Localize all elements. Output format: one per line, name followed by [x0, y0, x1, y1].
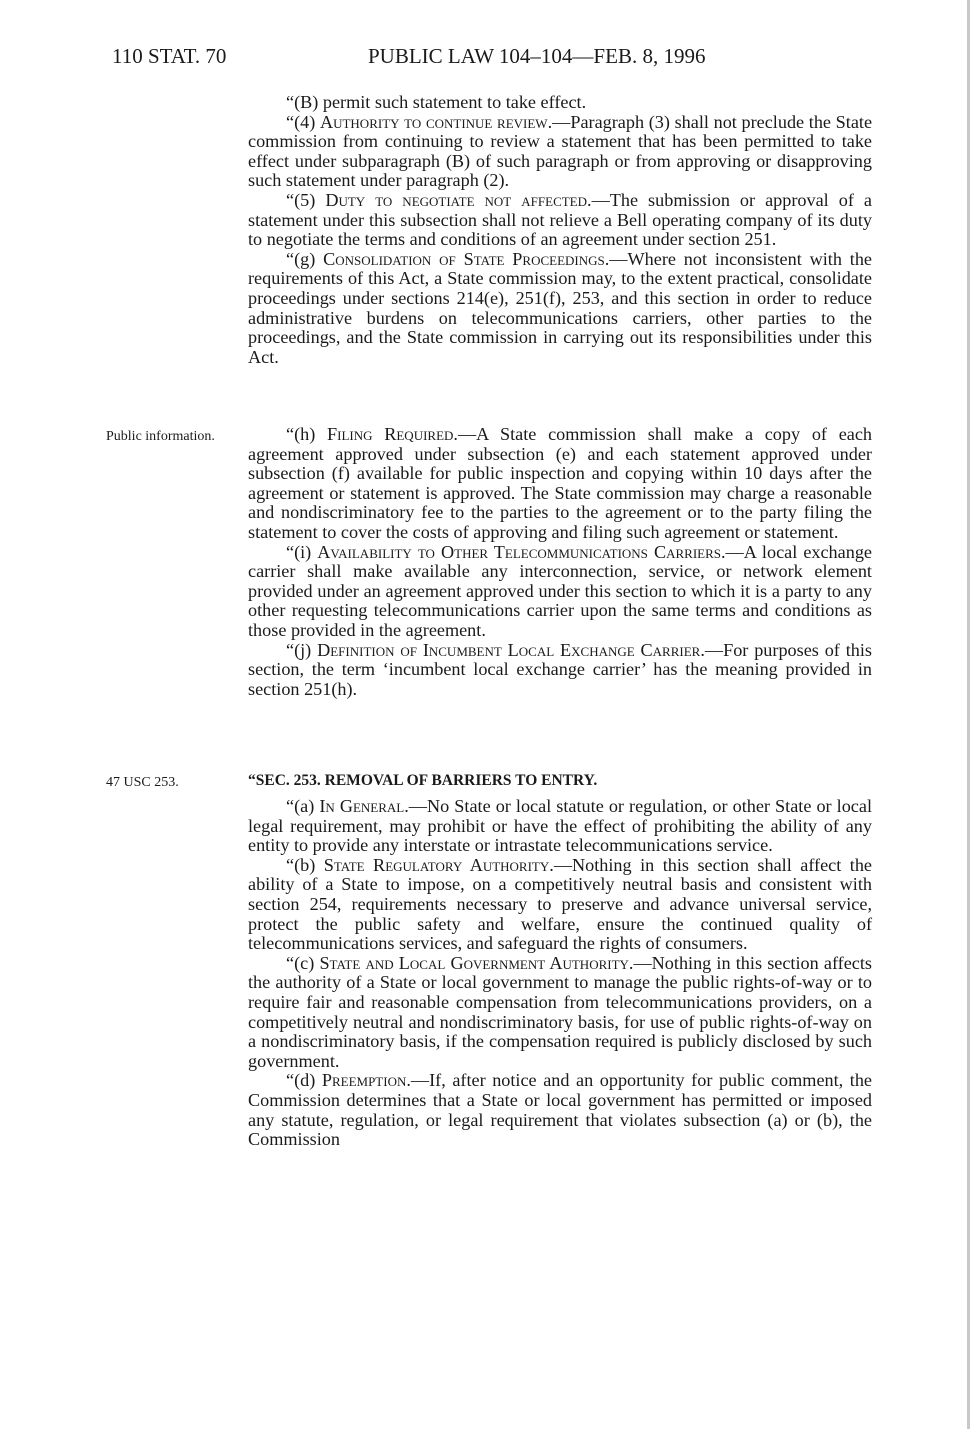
- heading-duty-to-negotiate: Duty to negotiate not affected.: [325, 189, 592, 210]
- stat-citation: 110 STAT. 70: [112, 44, 227, 68]
- heading-availability: Availability to Other Telecommunications Carriers.: [317, 541, 726, 562]
- public-law-title: PUBLIC LAW 104–104—FEB. 8, 1996: [368, 44, 706, 68]
- text-block-2: [248, 425, 872, 699]
- heading-filing-required: Filing Required.: [327, 424, 458, 444]
- heading-definition-incumbent: Definition of Incumbent Local Exchange Carrier.: [317, 639, 705, 660]
- heading-preemption: Preemption.: [321, 1070, 411, 1091]
- subsection-h: “(h) Filing Required.—A State commission shall make a copy of each agreement approved under subsection (e) and each statement approved under subsection (f) available for public inspection and copying within 10 days after the agreement or statement is approved. The State commission may charge a reasonable and nondiscriminatory fee to the parties to the agreement or to the party filing the statement to cover the costs of approving and filing such agreement or statement.: [248, 424, 873, 542]
- subsection-i: “(i) Availability to Other Telecommunications Carriers.—A local exchange carrier shall make available any interconnection, service, or network element provided under an agreement approved under this section to which it is a party to any other requesting telecommunications carrier upon the same terms and conditions as those provided in the agreement.: [248, 541, 872, 640]
- paragraph-5: “(5) Duty to negotiate not affected.—The submission or approval of a statement under this subsection shall not relieve a Bell operating company of its duty to negotiate the terms and conditions of an agreement under section 251.: [248, 189, 873, 250]
- heading-in-general: In General.: [319, 796, 409, 816]
- subsection-j: “(j) Definition of Incumbent Local Exchange Carrier.—For purposes of this section, the term ‘incumbent local exchange carrier’ has the meaning provided in section 251(h).: [248, 639, 872, 699]
- paragraph-b-permit: “(B) permit such statement to take effect.: [286, 92, 587, 112]
- heading-state-regulatory-authority: State Regulatory Authority.: [323, 854, 554, 875]
- heading-consolidation: Consolidation of State Proceedings.: [323, 248, 610, 269]
- subsection-g: “(g) Consolidation of State Proceedings.—Where not inconsistent with the requirements of this Act, a State commission may, to the extent practical, consolidate proceedings under sections 214(e), 251(f), 253, and this section in order to reduce administrative burdens on telecommunications carriers, other parties to the proceedings, and the State commission in carrying out its responsibilities under this Act.: [248, 248, 872, 367]
- subsection-d: “(d) Preemption.—If, after notice and an opportunity for public comment, the Commission determines that a State or local government has permitted or imposed any statute, regulation, or legal requirement that violates subsection (a) or (b), the Commission: [248, 1070, 872, 1150]
- text-block-1: [248, 93, 872, 367]
- margin-note-usc: 47 USC 253.: [106, 775, 179, 790]
- subsection-c: “(c) State and Local Government Authority.—Nothing in this section affects the authority of a State or local government to manage the public rights-of-way or to require fair and reasonable compensation from telecommunications providers, on a competitively neutral and nondiscriminatory basis, for use of public rights-of-way on a nondiscriminatory basis, if the compensation required is publicly disclosed by such government.: [248, 952, 873, 1071]
- subsection-b: “(b) State Regulatory Authority.—Nothing in this section shall affect the ability of a State to impose, on a competitively neutral basis and consistent with section 254, requirements necessary to preserve and advance universal service, protect the public safety and welfare, ensure the continued quality of telecommunications services, and safeguard the rights of consumers.: [248, 854, 872, 954]
- page-header: [112, 44, 872, 74]
- heading-authority-to-continue-review: Authority to continue review.: [319, 111, 553, 132]
- text-block-3: [248, 797, 872, 1150]
- subsection-a: “(a) In General.—No State or local statute or regulation, or other State or local legal requirement, may prohibit or have the effect of prohibiting the ability of any entity to provide any interstate or intrastate telecommunications service.: [248, 796, 872, 856]
- heading-state-local-government-authority: State and Local Government Authority.: [319, 952, 634, 973]
- section-253-heading: “SEC. 253. REMOVAL OF BARRIERS TO ENTRY.: [248, 772, 598, 789]
- paragraph-4: “(4) Authority to continue review.—Paragraph (3) shall not preclude the State commission from continuing to review a statement that has been permitted to take effect under subparagraph (B) of such paragraph or from approving or disapproving such statement under paragraph (2).: [248, 111, 873, 191]
- margin-note-public-information: Public information.: [106, 429, 215, 444]
